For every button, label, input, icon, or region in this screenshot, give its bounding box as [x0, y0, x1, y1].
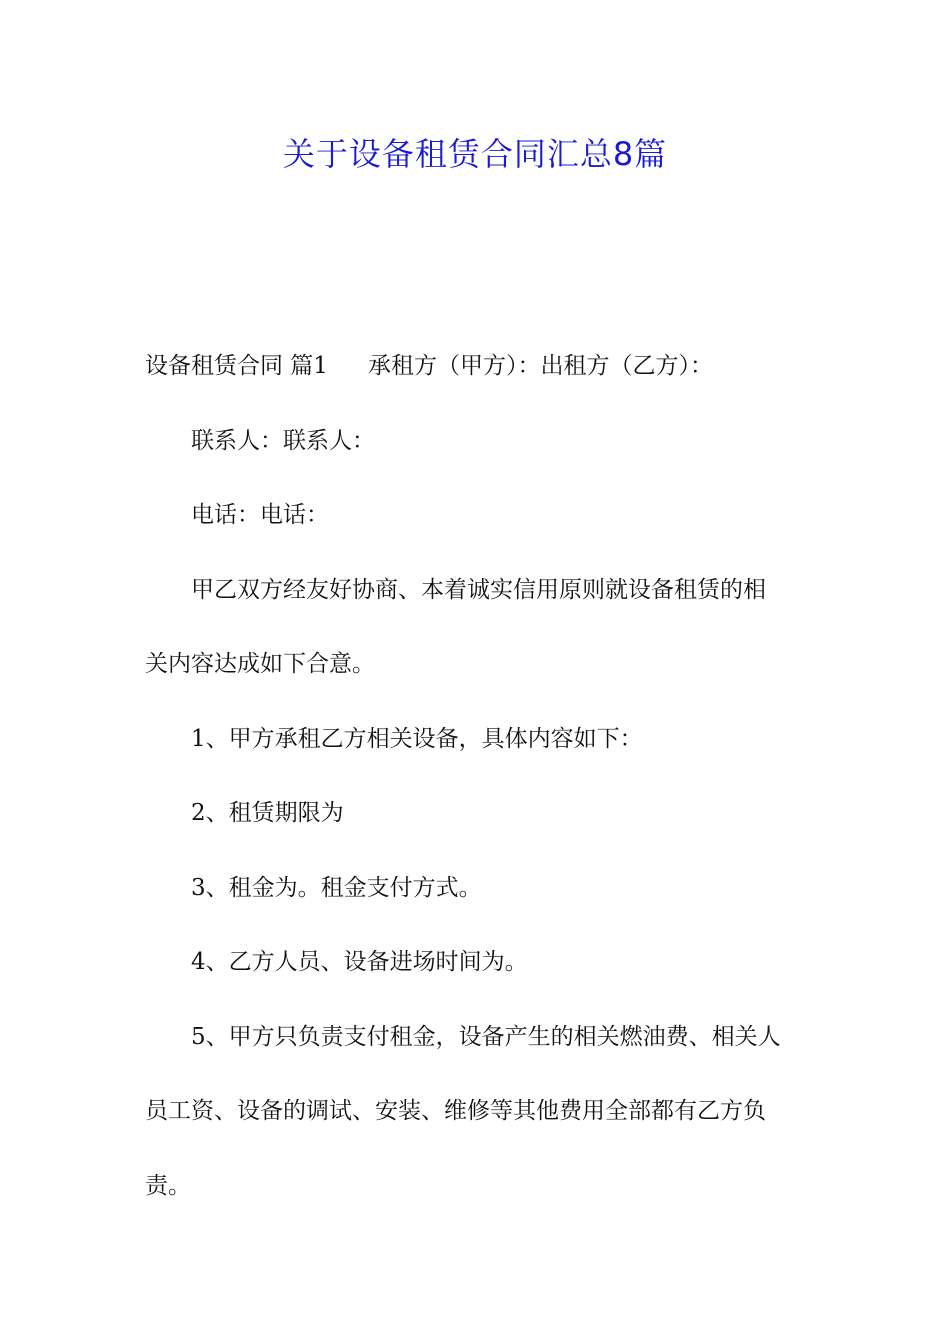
phone-line: 电话：电话：	[191, 502, 329, 528]
clause-2: 2、租赁期限为	[191, 800, 344, 826]
clause-5-end: 责。	[145, 1172, 191, 1199]
contract-heading-line	[145, 329, 810, 404]
document-body	[145, 329, 810, 1223]
document-title: 关于设备租赁合同汇总8篇	[282, 135, 668, 173]
contact-person-line: 联系人：联系人：	[191, 427, 375, 454]
clause-3: 3、租金为。租金支付方式。	[191, 874, 482, 901]
clause-5-continued: 员工资、设备的调试、安装、维修等其他费用全部都有乙方负	[145, 1098, 766, 1124]
paragraph-line: 关内容达成如下合意。	[145, 651, 375, 677]
clause-1: 1、甲方承租乙方相关设备，具体内容如下：	[191, 725, 643, 752]
parties-label: 承租方（甲方）：出租方（乙方）：	[367, 353, 713, 379]
contract-heading: 设备租赁合同 篇1	[145, 353, 328, 379]
clause-4: 4、乙方人员、设备进场时间为。	[191, 949, 528, 975]
paragraph-line: 甲乙双方经友好协商、本着诚实信用原则就设备租赁的相	[191, 576, 766, 603]
clause-5: 5、甲方只负责支付租金，设备产生的相关燃油费、相关人	[191, 1023, 781, 1050]
